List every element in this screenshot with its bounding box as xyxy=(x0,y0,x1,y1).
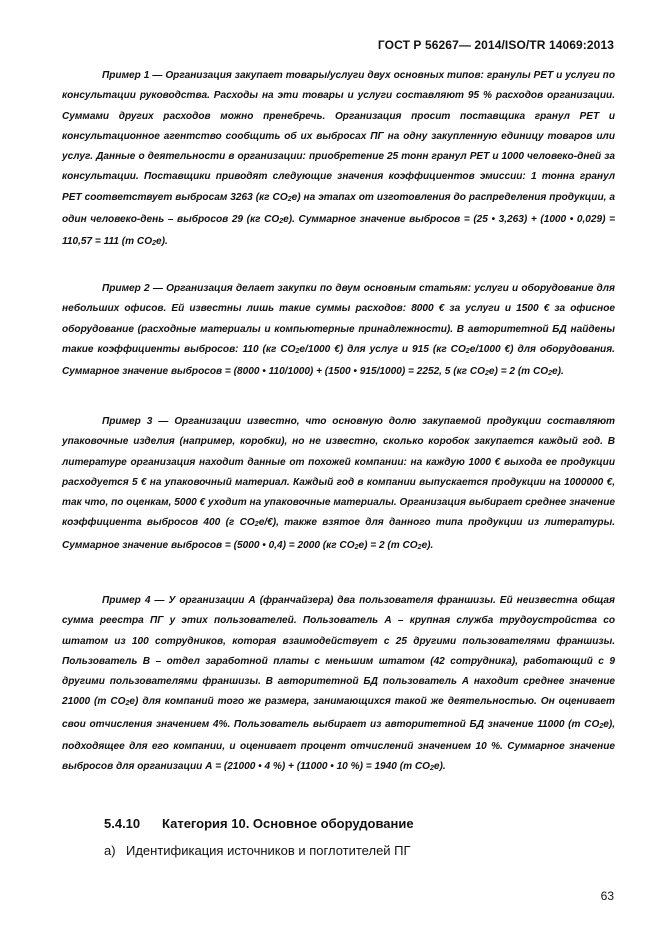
list-item xyxy=(104,843,411,858)
subscript: 2 xyxy=(465,347,470,355)
list-item-marker: а) xyxy=(104,843,116,858)
example-text: e/1000 €) для услуг и 915 (кг CO xyxy=(299,343,466,355)
example-text: e), подходящее для его компании, и оценивает процент отчислений значением 10 %. Суммарное значение выбросов для организации А = (21000 • 4 %) + (11000 • 10 %) = 1940 (т CO xyxy=(62,718,615,773)
example-1-paragraph xyxy=(62,66,615,255)
list-item-text: Идентификация источников и поглотителей ПГ xyxy=(126,843,411,858)
subscript: 2 xyxy=(152,240,156,248)
example-text: e). xyxy=(552,366,564,378)
subscript: 2 xyxy=(279,218,284,226)
example-text: Пример 3 — Организации известно, что основную долю закупаемой продукции составляют упаковочные изделия (например, коробки), но не известно, сколько коробок закупается каждый год. В литературе организация находит данные от похожей компании: на каждую 1000 € выхода ее продукции расходуется 5 € на упаковочный материал. Каждый год в компании выпускается продукции на 1000000 €, так что, по оценкам, 5000 € уходит на упаковочные материалы. Организация выбирает среднее значение коэффициента выбросов 400 (г CO xyxy=(62,416,615,529)
example-text: e) для компаний того же размера, занимающихся такой же деятельностью. Он оценивает свои отчисления значением 4%. Пользователь выбирает из авторитетной БД значение 11000 (т CO xyxy=(62,696,615,730)
subscript: 2 xyxy=(354,543,359,551)
section-heading xyxy=(104,816,414,831)
example-text: Пример 4 — У организации А (франчайзера) два пользователя франшизы. Ей неизвестна общая сумма реестра ПГ у этих пользователей. Пользователь А – крупная служба трудоустройства со штатом из 100 сотрудников, которая взаимодействует с 25 другими пользователями франшизы. Пользователь В – отдел заработной платы с меньшим штатом (42 сотрудника), работающий с 9 другими пользователями франшизы. В авторитетной БД пользователь А находит среднее значение 21000 (т CO xyxy=(62,595,615,708)
example-2-paragraph xyxy=(62,279,615,384)
example-text: e). xyxy=(433,761,446,773)
example-text: e). xyxy=(155,236,168,248)
subscript: 2 xyxy=(417,543,422,551)
example-text: e). Суммарное значение выбросов = (25 • 3,263) + (1000 • 0,029) = 110,57 = 111 (т CO xyxy=(62,214,615,248)
example-text: e) на этапах от изготовления до распределения продукции, а один человеко-день – выбросов 29 (кг CO xyxy=(62,191,616,226)
subscript: 2 xyxy=(295,347,300,355)
example-text: e) = 2 (т CO xyxy=(488,366,549,378)
subscript: 2 xyxy=(429,765,434,773)
subscript: 2 xyxy=(287,195,292,203)
example-3-paragraph xyxy=(62,412,615,558)
example-text: e). xyxy=(421,539,434,551)
section-title: Категория 10. Основное оборудование xyxy=(162,816,414,831)
example-text: e/1000 €) для оборудования. Суммарное значение выбросов = (8000 • 110/1000) + (1500 • 915/1000) = 2252, 5 (кг CO xyxy=(62,343,615,378)
section-number: 5.4.10 xyxy=(104,816,141,831)
example-text: e) = 2 (т CO xyxy=(358,539,418,551)
example-text: Пример 2 — Организация делает закупки по двум основным статьям: услуги и оборудование для небольших офисов. Ей известны лишь такие суммы расходов: 8000 € за услуги и 1500 € за офисное оборудование (расходные материалы и компьютерные принадлежности). В авторитетной БД найдены такие коэффициенты выбросов: 110 (кг CO xyxy=(62,283,615,355)
subscript: 2 xyxy=(254,521,259,529)
example-text: Пример 1 — Организация закупает товары/услуги двух основных типов: гранулы PET и услуги по консультации руководства. Расходы на эти товары и услуги составляют 95 % расходов организации. Суммами других расходов можно пренебречь. Организация просит поставщика гранул PET и консультационное агентство сообщить об их выбросах ПГ на одну закупленную единицу товаров или услуг. Данные о деятельности в организации: приобретение 25 тонн гранул PET и 1000 человеко-дней за консультации. Поставщики приводят следующие значения коэффициентов эмиссии: 1 тонна гранул PET соответствует выбросам 3263 (кг CO xyxy=(62,70,615,203)
example-text: e/€), также взятое для данного типа продукции из литературы. Суммарное значение выбросов = (5000 • 0,4) = 2000 (кг CO xyxy=(62,517,616,551)
document-header: ГОСТ Р 56267— 2014/ISO/TR 14069:2013 xyxy=(377,38,614,52)
subscript: 2 xyxy=(125,700,130,708)
subscript: 2 xyxy=(599,722,604,730)
example-4-paragraph xyxy=(62,591,615,780)
page-number: 63 xyxy=(600,889,614,903)
subscript: 2 xyxy=(485,370,489,378)
subscript: 2 xyxy=(548,370,553,378)
